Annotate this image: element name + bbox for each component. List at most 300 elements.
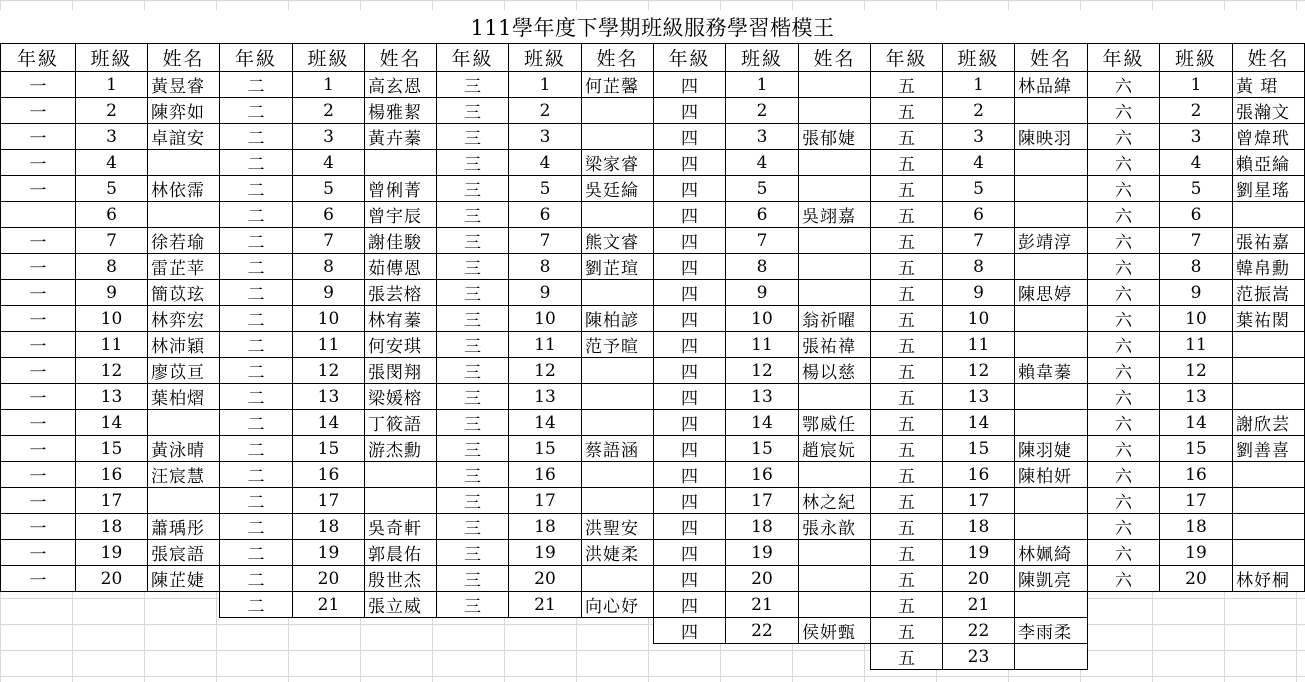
class-cell[interactable]: 9 (509, 280, 582, 306)
student-name-cell[interactable]: 張宸語 (148, 540, 220, 566)
empty-sheet-cell[interactable] (437, 644, 509, 670)
grade-cell[interactable]: 三 (437, 566, 509, 592)
empty-sheet-cell[interactable] (654, 644, 726, 670)
class-cell[interactable]: 16 (1160, 462, 1233, 488)
class-cell[interactable]: 3 (509, 124, 582, 150)
student-name-cell[interactable]: 劉善喜 (1233, 436, 1305, 462)
grade-cell[interactable]: 一 (1, 566, 76, 592)
header-class[interactable]: 班級 (76, 44, 148, 72)
class-cell[interactable]: 11 (726, 332, 799, 358)
class-cell[interactable]: 6 (293, 202, 365, 228)
student-name-cell[interactable] (582, 566, 654, 592)
header-grade[interactable]: 年級 (1088, 44, 1160, 72)
class-cell[interactable]: 18 (293, 514, 365, 540)
class-cell[interactable]: 20 (726, 566, 799, 592)
grade-cell[interactable]: 一 (1, 124, 76, 150)
class-cell[interactable]: 16 (943, 462, 1015, 488)
grade-cell[interactable]: 四 (654, 332, 726, 358)
class-cell[interactable]: 3 (943, 124, 1015, 150)
grade-cell[interactable]: 五 (871, 436, 943, 462)
student-name-cell[interactable] (582, 202, 654, 228)
class-cell[interactable]: 8 (293, 254, 365, 280)
class-cell[interactable]: 15 (509, 436, 582, 462)
student-name-cell[interactable] (1233, 488, 1305, 514)
student-name-cell[interactable] (582, 98, 654, 124)
empty-sheet-cell[interactable] (148, 592, 220, 618)
grade-cell[interactable]: 六 (1088, 384, 1160, 410)
grade-cell[interactable]: 二 (220, 98, 293, 124)
grade-cell[interactable]: 一 (1, 358, 76, 384)
grade-cell[interactable]: 三 (437, 280, 509, 306)
grade-cell[interactable]: 一 (1, 228, 76, 254)
grade-cell[interactable]: 一 (1, 280, 76, 306)
class-cell[interactable]: 3 (293, 124, 365, 150)
student-name-cell[interactable]: 曾煒玳 (1233, 124, 1305, 150)
header-class[interactable]: 班級 (943, 44, 1015, 72)
grade-cell[interactable]: 三 (437, 202, 509, 228)
class-cell[interactable]: 19 (1160, 540, 1233, 566)
student-name-cell[interactable]: 洪聖安 (582, 514, 654, 540)
grade-cell[interactable]: 一 (1, 332, 76, 358)
class-cell[interactable]: 16 (293, 462, 365, 488)
header-name[interactable]: 姓名 (799, 44, 871, 72)
student-name-cell[interactable]: 丁筱語 (365, 410, 437, 436)
empty-sheet-cell[interactable] (293, 618, 365, 644)
header-grade[interactable]: 年級 (654, 44, 726, 72)
class-cell[interactable]: 16 (76, 462, 148, 488)
class-cell[interactable]: 2 (1160, 98, 1233, 124)
grade-cell[interactable]: 五 (871, 332, 943, 358)
class-cell[interactable]: 11 (509, 332, 582, 358)
empty-sheet-cell[interactable] (76, 592, 148, 618)
empty-sheet-cell[interactable] (76, 644, 148, 670)
student-name-cell[interactable]: 何芷馨 (582, 72, 654, 98)
grade-cell[interactable]: 四 (654, 176, 726, 202)
class-cell[interactable]: 15 (726, 436, 799, 462)
student-name-cell[interactable] (582, 488, 654, 514)
grade-cell[interactable]: 三 (437, 384, 509, 410)
class-cell[interactable]: 18 (509, 514, 582, 540)
student-name-cell[interactable]: 洪婕柔 (582, 540, 654, 566)
grade-cell[interactable]: 五 (871, 124, 943, 150)
grade-cell[interactable]: 三 (437, 436, 509, 462)
grade-cell[interactable]: 六 (1088, 540, 1160, 566)
class-cell[interactable]: 6 (1160, 202, 1233, 228)
empty-sheet-cell[interactable] (799, 644, 871, 670)
class-cell[interactable]: 8 (76, 254, 148, 280)
class-cell[interactable]: 14 (943, 410, 1015, 436)
student-name-cell[interactable]: 楊雅絜 (365, 98, 437, 124)
class-cell[interactable]: 7 (509, 228, 582, 254)
grade-cell[interactable]: 二 (220, 124, 293, 150)
grade-cell[interactable]: 一 (1, 254, 76, 280)
student-name-cell[interactable]: 梁媛榕 (365, 384, 437, 410)
student-name-cell[interactable]: 張永歆 (799, 514, 871, 540)
class-cell[interactable]: 10 (509, 306, 582, 332)
student-name-cell[interactable]: 汪宸慧 (148, 462, 220, 488)
student-name-cell[interactable]: 陳弈如 (148, 98, 220, 124)
empty-sheet-cell[interactable] (1, 644, 76, 670)
grade-cell[interactable]: 四 (654, 410, 726, 436)
student-name-cell[interactable]: 林品緯 (1015, 72, 1088, 98)
grade-cell[interactable]: 一 (1, 488, 76, 514)
student-name-cell[interactable]: 廖苡亘 (148, 358, 220, 384)
class-cell[interactable]: 17 (943, 488, 1015, 514)
grade-cell[interactable]: 四 (654, 358, 726, 384)
student-name-cell[interactable] (1233, 202, 1305, 228)
grade-cell[interactable]: 五 (871, 618, 943, 644)
student-name-cell[interactable] (799, 228, 871, 254)
class-cell[interactable]: 3 (76, 124, 148, 150)
grade-cell[interactable]: 五 (871, 488, 943, 514)
grade-cell[interactable]: 三 (437, 124, 509, 150)
student-name-cell[interactable] (1015, 644, 1088, 670)
grade-cell[interactable]: 二 (220, 254, 293, 280)
student-name-cell[interactable]: 曾宇辰 (365, 202, 437, 228)
class-cell[interactable]: 4 (76, 150, 148, 176)
class-cell[interactable]: 12 (293, 358, 365, 384)
grade-cell[interactable]: 一 (1, 176, 76, 202)
student-name-cell[interactable]: 陳芷婕 (148, 566, 220, 592)
empty-sheet-cell[interactable] (1160, 592, 1233, 618)
class-cell[interactable]: 3 (726, 124, 799, 150)
empty-sheet-cell[interactable] (509, 618, 582, 644)
class-cell[interactable]: 14 (293, 410, 365, 436)
grade-cell[interactable]: 二 (220, 410, 293, 436)
student-name-cell[interactable] (582, 462, 654, 488)
grade-cell[interactable]: 三 (437, 514, 509, 540)
grade-cell[interactable]: 三 (437, 228, 509, 254)
grade-cell[interactable]: 三 (437, 488, 509, 514)
class-cell[interactable]: 20 (76, 566, 148, 592)
class-cell[interactable]: 5 (1160, 176, 1233, 202)
empty-sheet-cell[interactable] (365, 644, 437, 670)
empty-sheet-cell[interactable] (148, 618, 220, 644)
grade-cell[interactable]: 五 (871, 280, 943, 306)
empty-sheet-cell[interactable] (1160, 618, 1233, 644)
grade-cell[interactable]: 一 (1, 306, 76, 332)
student-name-cell[interactable]: 吳奇軒 (365, 514, 437, 540)
grade-cell[interactable]: 三 (437, 72, 509, 98)
student-name-cell[interactable]: 吳翊嘉 (799, 202, 871, 228)
student-name-cell[interactable]: 高玄恩 (365, 72, 437, 98)
class-cell[interactable]: 9 (943, 280, 1015, 306)
student-name-cell[interactable]: 林妤桐 (1233, 566, 1305, 592)
header-grade[interactable]: 年級 (871, 44, 943, 72)
grade-cell[interactable]: 三 (437, 150, 509, 176)
grade-cell[interactable]: 二 (220, 228, 293, 254)
grade-cell[interactable]: 四 (654, 228, 726, 254)
class-cell[interactable]: 3 (1160, 124, 1233, 150)
grade-cell[interactable]: 六 (1088, 358, 1160, 384)
student-name-cell[interactable] (582, 410, 654, 436)
grade-cell[interactable]: 五 (871, 462, 943, 488)
grade-cell[interactable]: 三 (437, 98, 509, 124)
class-cell[interactable]: 2 (726, 98, 799, 124)
grade-cell[interactable]: 六 (1088, 462, 1160, 488)
grade-cell[interactable]: 二 (220, 306, 293, 332)
class-cell[interactable]: 10 (293, 306, 365, 332)
student-name-cell[interactable] (148, 410, 220, 436)
grade-cell[interactable]: 六 (1088, 566, 1160, 592)
grade-cell[interactable]: 四 (654, 202, 726, 228)
grade-cell[interactable]: 五 (871, 514, 943, 540)
grade-cell[interactable]: 四 (654, 150, 726, 176)
student-name-cell[interactable]: 殷世杰 (365, 566, 437, 592)
grade-cell[interactable]: 一 (1, 72, 76, 98)
class-cell[interactable]: 12 (1160, 358, 1233, 384)
grade-cell[interactable]: 六 (1088, 202, 1160, 228)
class-cell[interactable]: 11 (943, 332, 1015, 358)
class-cell[interactable]: 21 (509, 592, 582, 618)
student-name-cell[interactable] (1015, 254, 1088, 280)
student-name-cell[interactable] (148, 150, 220, 176)
class-cell[interactable]: 15 (943, 436, 1015, 462)
student-name-cell[interactable] (1015, 306, 1088, 332)
grade-cell[interactable]: 二 (220, 280, 293, 306)
student-name-cell[interactable]: 林之紀 (799, 488, 871, 514)
grade-cell[interactable]: 五 (871, 228, 943, 254)
student-name-cell[interactable]: 范予暄 (582, 332, 654, 358)
student-name-cell[interactable] (582, 358, 654, 384)
class-cell[interactable]: 17 (1160, 488, 1233, 514)
empty-sheet-cell[interactable] (1233, 618, 1305, 644)
student-name-cell[interactable]: 謝欣芸 (1233, 410, 1305, 436)
student-name-cell[interactable] (1233, 332, 1305, 358)
class-cell[interactable]: 2 (943, 98, 1015, 124)
class-cell[interactable]: 19 (293, 540, 365, 566)
empty-sheet-cell[interactable] (1233, 644, 1305, 670)
grade-cell[interactable]: 四 (654, 124, 726, 150)
student-name-cell[interactable]: 曾俐菁 (365, 176, 437, 202)
student-name-cell[interactable]: 張芸榕 (365, 280, 437, 306)
grade-cell[interactable]: 五 (871, 410, 943, 436)
grade-cell[interactable]: 四 (654, 98, 726, 124)
empty-sheet-cell[interactable] (220, 618, 293, 644)
student-name-cell[interactable]: 黃 珺 (1233, 72, 1305, 98)
grade-cell[interactable]: 二 (220, 332, 293, 358)
grade-cell[interactable]: 四 (654, 72, 726, 98)
student-name-cell[interactable] (799, 592, 871, 618)
student-name-cell[interactable] (365, 150, 437, 176)
student-name-cell[interactable]: 林弈宏 (148, 306, 220, 332)
class-cell[interactable]: 12 (76, 358, 148, 384)
header-name[interactable]: 姓名 (148, 44, 220, 72)
student-name-cell[interactable] (1015, 488, 1088, 514)
student-name-cell[interactable]: 楊以慈 (799, 358, 871, 384)
student-name-cell[interactable]: 黃昱睿 (148, 72, 220, 98)
class-cell[interactable]: 5 (726, 176, 799, 202)
class-cell[interactable]: 5 (293, 176, 365, 202)
class-cell[interactable]: 17 (76, 488, 148, 514)
student-name-cell[interactable] (1233, 384, 1305, 410)
student-name-cell[interactable]: 張立威 (365, 592, 437, 618)
class-cell[interactable]: 13 (943, 384, 1015, 410)
header-class[interactable]: 班級 (509, 44, 582, 72)
header-class[interactable]: 班級 (726, 44, 799, 72)
grade-cell[interactable]: 六 (1088, 436, 1160, 462)
grade-cell[interactable] (1, 202, 76, 228)
grade-cell[interactable]: 四 (654, 514, 726, 540)
grade-cell[interactable]: 五 (871, 176, 943, 202)
class-cell[interactable]: 7 (293, 228, 365, 254)
grade-cell[interactable]: 三 (437, 358, 509, 384)
class-cell[interactable]: 6 (943, 202, 1015, 228)
student-name-cell[interactable]: 劉芷瑄 (582, 254, 654, 280)
class-cell[interactable]: 12 (509, 358, 582, 384)
grade-cell[interactable]: 六 (1088, 410, 1160, 436)
class-cell[interactable]: 11 (76, 332, 148, 358)
grade-cell[interactable]: 一 (1, 514, 76, 540)
student-name-cell[interactable]: 梁家睿 (582, 150, 654, 176)
student-name-cell[interactable]: 熊文睿 (582, 228, 654, 254)
student-name-cell[interactable]: 蕭瑀彤 (148, 514, 220, 540)
student-name-cell[interactable] (1233, 462, 1305, 488)
header-name[interactable]: 姓名 (582, 44, 654, 72)
grade-cell[interactable]: 三 (437, 332, 509, 358)
class-cell[interactable]: 19 (726, 540, 799, 566)
student-name-cell[interactable] (1015, 514, 1088, 540)
student-name-cell[interactable]: 張郁婕 (799, 124, 871, 150)
class-cell[interactable]: 23 (943, 644, 1015, 670)
empty-sheet-cell[interactable] (1088, 592, 1160, 618)
class-cell[interactable]: 1 (1160, 72, 1233, 98)
class-cell[interactable]: 9 (726, 280, 799, 306)
student-name-cell[interactable]: 謝佳駿 (365, 228, 437, 254)
student-name-cell[interactable] (1015, 98, 1088, 124)
student-name-cell[interactable]: 徐若瑜 (148, 228, 220, 254)
grade-cell[interactable]: 五 (871, 72, 943, 98)
grade-cell[interactable]: 一 (1, 384, 76, 410)
empty-sheet-cell[interactable] (1088, 644, 1160, 670)
student-name-cell[interactable] (799, 254, 871, 280)
student-name-cell[interactable] (1015, 176, 1088, 202)
grade-cell[interactable]: 二 (220, 436, 293, 462)
empty-sheet-cell[interactable] (582, 618, 654, 644)
student-name-cell[interactable] (799, 72, 871, 98)
grade-cell[interactable]: 一 (1, 462, 76, 488)
student-name-cell[interactable]: 蔡語涵 (582, 436, 654, 462)
student-name-cell[interactable] (1015, 410, 1088, 436)
header-grade[interactable]: 年級 (437, 44, 509, 72)
class-cell[interactable]: 10 (726, 306, 799, 332)
student-name-cell[interactable] (799, 98, 871, 124)
student-name-cell[interactable] (365, 462, 437, 488)
student-name-cell[interactable]: 郭晨佑 (365, 540, 437, 566)
class-cell[interactable]: 14 (726, 410, 799, 436)
class-cell[interactable]: 20 (943, 566, 1015, 592)
class-cell[interactable]: 10 (1160, 306, 1233, 332)
student-name-cell[interactable]: 林依霈 (148, 176, 220, 202)
empty-sheet-cell[interactable] (1088, 618, 1160, 644)
student-name-cell[interactable]: 林姵綺 (1015, 540, 1088, 566)
empty-sheet-cell[interactable] (1, 592, 76, 618)
student-name-cell[interactable] (1015, 332, 1088, 358)
student-name-cell[interactable] (1233, 358, 1305, 384)
grade-cell[interactable]: 六 (1088, 306, 1160, 332)
grade-cell[interactable]: 五 (871, 644, 943, 670)
empty-sheet-cell[interactable] (365, 618, 437, 644)
grade-cell[interactable]: 五 (871, 384, 943, 410)
class-cell[interactable]: 15 (293, 436, 365, 462)
student-name-cell[interactable] (1015, 592, 1088, 618)
grade-cell[interactable]: 三 (437, 306, 509, 332)
student-name-cell[interactable]: 張瀚文 (1233, 98, 1305, 124)
class-cell[interactable]: 4 (726, 150, 799, 176)
class-cell[interactable]: 6 (509, 202, 582, 228)
class-cell[interactable]: 1 (726, 72, 799, 98)
student-name-cell[interactable] (1233, 514, 1305, 540)
student-name-cell[interactable]: 游杰勳 (365, 436, 437, 462)
student-name-cell[interactable] (1015, 384, 1088, 410)
grade-cell[interactable]: 二 (220, 358, 293, 384)
student-name-cell[interactable] (1233, 540, 1305, 566)
class-cell[interactable]: 8 (1160, 254, 1233, 280)
class-cell[interactable]: 11 (293, 332, 365, 358)
class-cell[interactable]: 2 (76, 98, 148, 124)
grade-cell[interactable]: 四 (654, 436, 726, 462)
header-class[interactable]: 班級 (1160, 44, 1233, 72)
empty-sheet-cell[interactable] (437, 618, 509, 644)
student-name-cell[interactable] (799, 384, 871, 410)
class-cell[interactable]: 7 (1160, 228, 1233, 254)
student-name-cell[interactable]: 陳凱亮 (1015, 566, 1088, 592)
student-name-cell[interactable] (148, 202, 220, 228)
class-cell[interactable]: 13 (293, 384, 365, 410)
student-name-cell[interactable]: 李雨柔 (1015, 618, 1088, 644)
student-name-cell[interactable] (365, 488, 437, 514)
student-name-cell[interactable]: 張閔翔 (365, 358, 437, 384)
grade-cell[interactable]: 三 (437, 462, 509, 488)
grade-cell[interactable]: 四 (654, 462, 726, 488)
class-cell[interactable]: 1 (509, 72, 582, 98)
student-name-cell[interactable]: 何安琪 (365, 332, 437, 358)
header-grade[interactable]: 年級 (220, 44, 293, 72)
class-cell[interactable]: 9 (76, 280, 148, 306)
grade-cell[interactable]: 一 (1, 98, 76, 124)
title-row[interactable] (0, 10, 1305, 44)
grade-cell[interactable]: 一 (1, 150, 76, 176)
class-cell[interactable]: 6 (76, 202, 148, 228)
class-cell[interactable]: 8 (726, 254, 799, 280)
grade-cell[interactable]: 六 (1088, 176, 1160, 202)
class-cell[interactable]: 7 (943, 228, 1015, 254)
student-name-cell[interactable] (799, 176, 871, 202)
student-name-cell[interactable]: 翁祈曜 (799, 306, 871, 332)
class-cell[interactable]: 1 (943, 72, 1015, 98)
student-name-cell[interactable]: 林沛穎 (148, 332, 220, 358)
student-name-cell[interactable]: 葉柏熠 (148, 384, 220, 410)
grade-cell[interactable]: 六 (1088, 488, 1160, 514)
class-cell[interactable]: 4 (1160, 150, 1233, 176)
grade-cell[interactable]: 六 (1088, 332, 1160, 358)
grade-cell[interactable]: 三 (437, 540, 509, 566)
student-name-cell[interactable]: 張祐嘉 (1233, 228, 1305, 254)
class-cell[interactable]: 6 (726, 202, 799, 228)
student-name-cell[interactable]: 葉祐閎 (1233, 306, 1305, 332)
grade-cell[interactable]: 二 (220, 514, 293, 540)
grade-cell[interactable]: 三 (437, 592, 509, 618)
class-cell[interactable]: 5 (943, 176, 1015, 202)
grade-cell[interactable]: 二 (220, 384, 293, 410)
student-name-cell[interactable]: 向心妤 (582, 592, 654, 618)
student-name-cell[interactable]: 簡苡玹 (148, 280, 220, 306)
grade-cell[interactable]: 一 (1, 436, 76, 462)
grade-cell[interactable]: 六 (1088, 280, 1160, 306)
class-cell[interactable]: 8 (509, 254, 582, 280)
class-cell[interactable]: 8 (943, 254, 1015, 280)
class-cell[interactable]: 13 (726, 384, 799, 410)
